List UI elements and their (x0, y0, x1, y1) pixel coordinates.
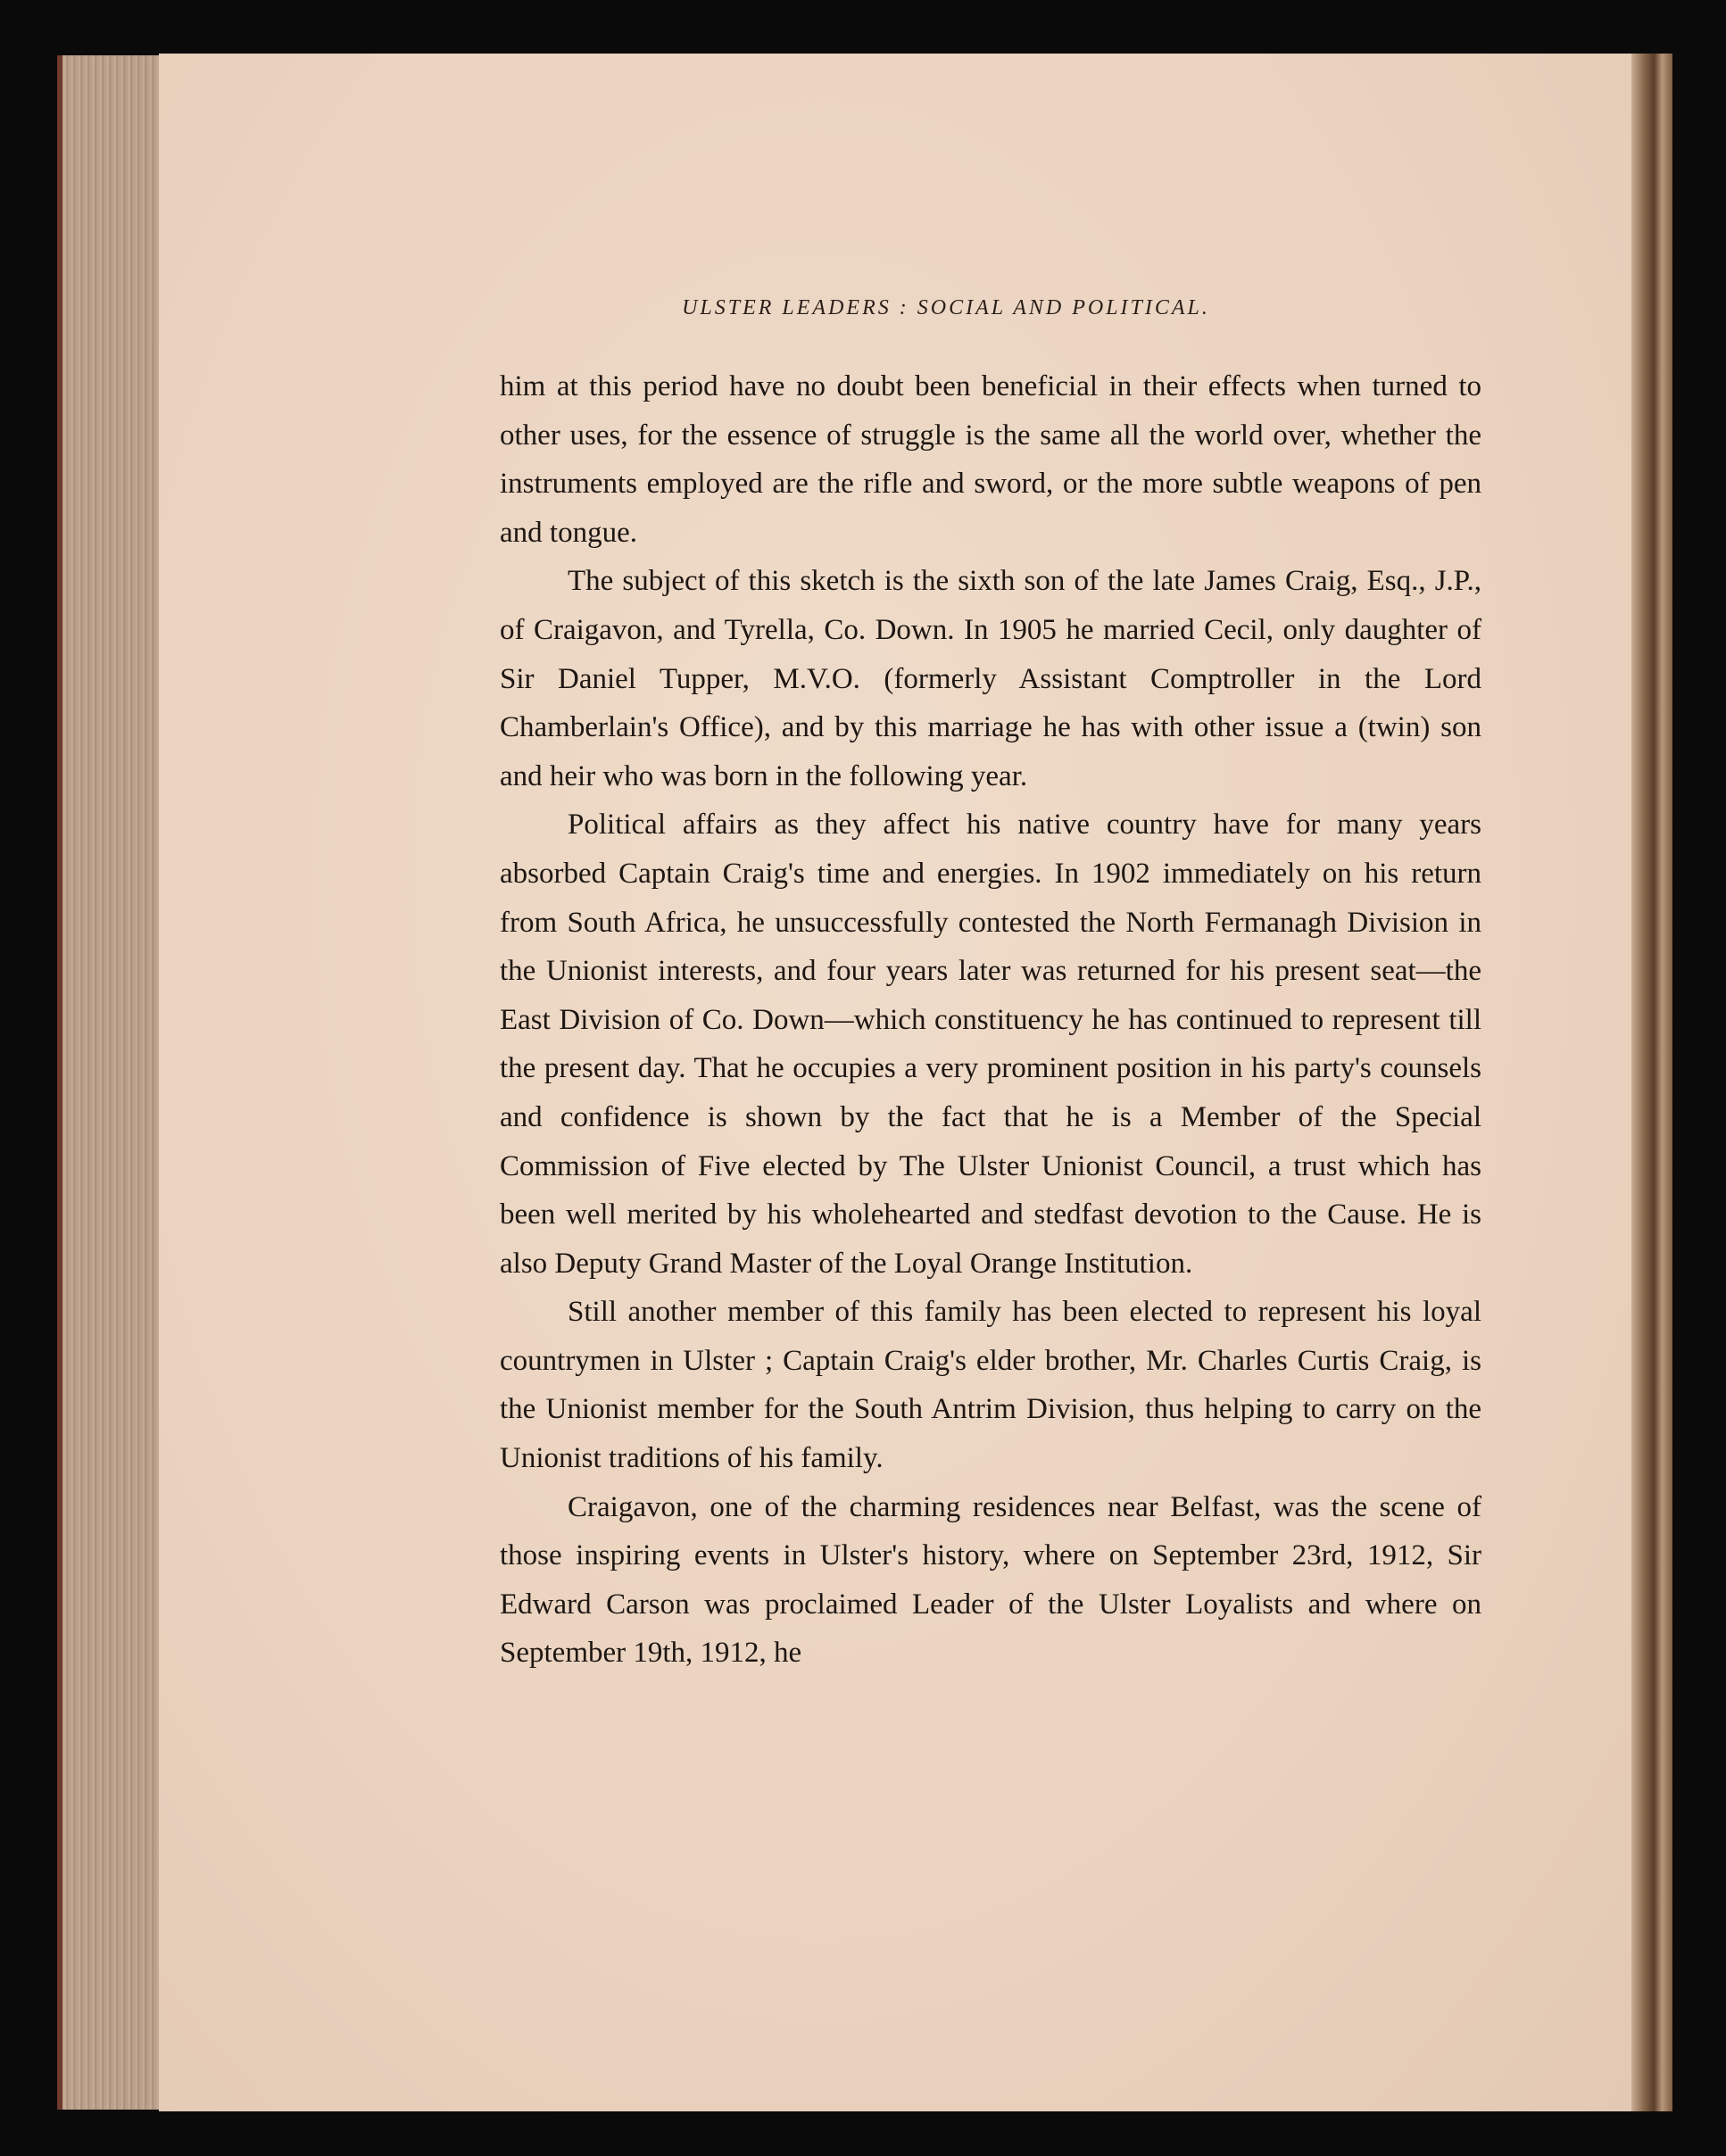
paragraph: Still another member of this family has been elected to represent his loyal countrymen in Ulster ; Captain Craig's elder brother, Mr. Charles Curtis Craig, is the Unionist member for the South Antrim Division, thus helping to carry on the Unionist traditions of his family. (500, 1296, 1481, 1475)
book-spine (1631, 54, 1672, 2111)
paragraph: The subject of this sketch is the sixth son of the late James Craig, Esq., J.P., of Craigavon, and Tyrella, Co. Down. In 1905 he married Cecil, only daughter of Sir Daniel Tupper, M.V.O. (formerly Assistant Comptroller in the Lord Chamberlain's Office), and by this marriage he has with other issue a (twin) son and heir who was born in the following year. (500, 565, 1481, 792)
paragraph: him at this period have no doubt been beneficial in their effects when turned to other uses, for the essence of struggle is the same all the world over, whether the instruments employed are the rifle and sword, or the more subtle weapons of pen and tongue. (500, 370, 1481, 549)
body-text (500, 362, 1481, 1678)
running-head: ULSTER LEADERS : SOCIAL AND POLITICAL. (682, 296, 1210, 319)
paragraph: Craigavon, one of the charming residences near Belfast, was the scene of those inspiring events in Ulster's history, where on September 23rd, 1912, Sir Edward Carson was proclaimed Leader of the Ulster Loyalists and where on September 19th, 1912, he (500, 1490, 1481, 1670)
paragraph: Political affairs as they affect his native country have for many years absorbed Captain Craig's time and energies. In 1902 immediately on his return from South Africa, he unsuccessfully contested the North Fermanagh Division in the Unionist interests, and four years later was returned for his present seat—the East Division of Co. Down—which constituency he has continued to represent till the present day. That he occupies a very prominent position in his party's counsels and confidence is shown by the fact that he is a Member of the Special Commission of Five elected by The Ulster Unionist Council, a trust which has been well merited by his wholehearted and stedfast devotion to the Cause. He is also Deputy Grand Master of the Loyal Orange Institution. (500, 808, 1481, 1280)
page-edges (57, 55, 168, 2110)
